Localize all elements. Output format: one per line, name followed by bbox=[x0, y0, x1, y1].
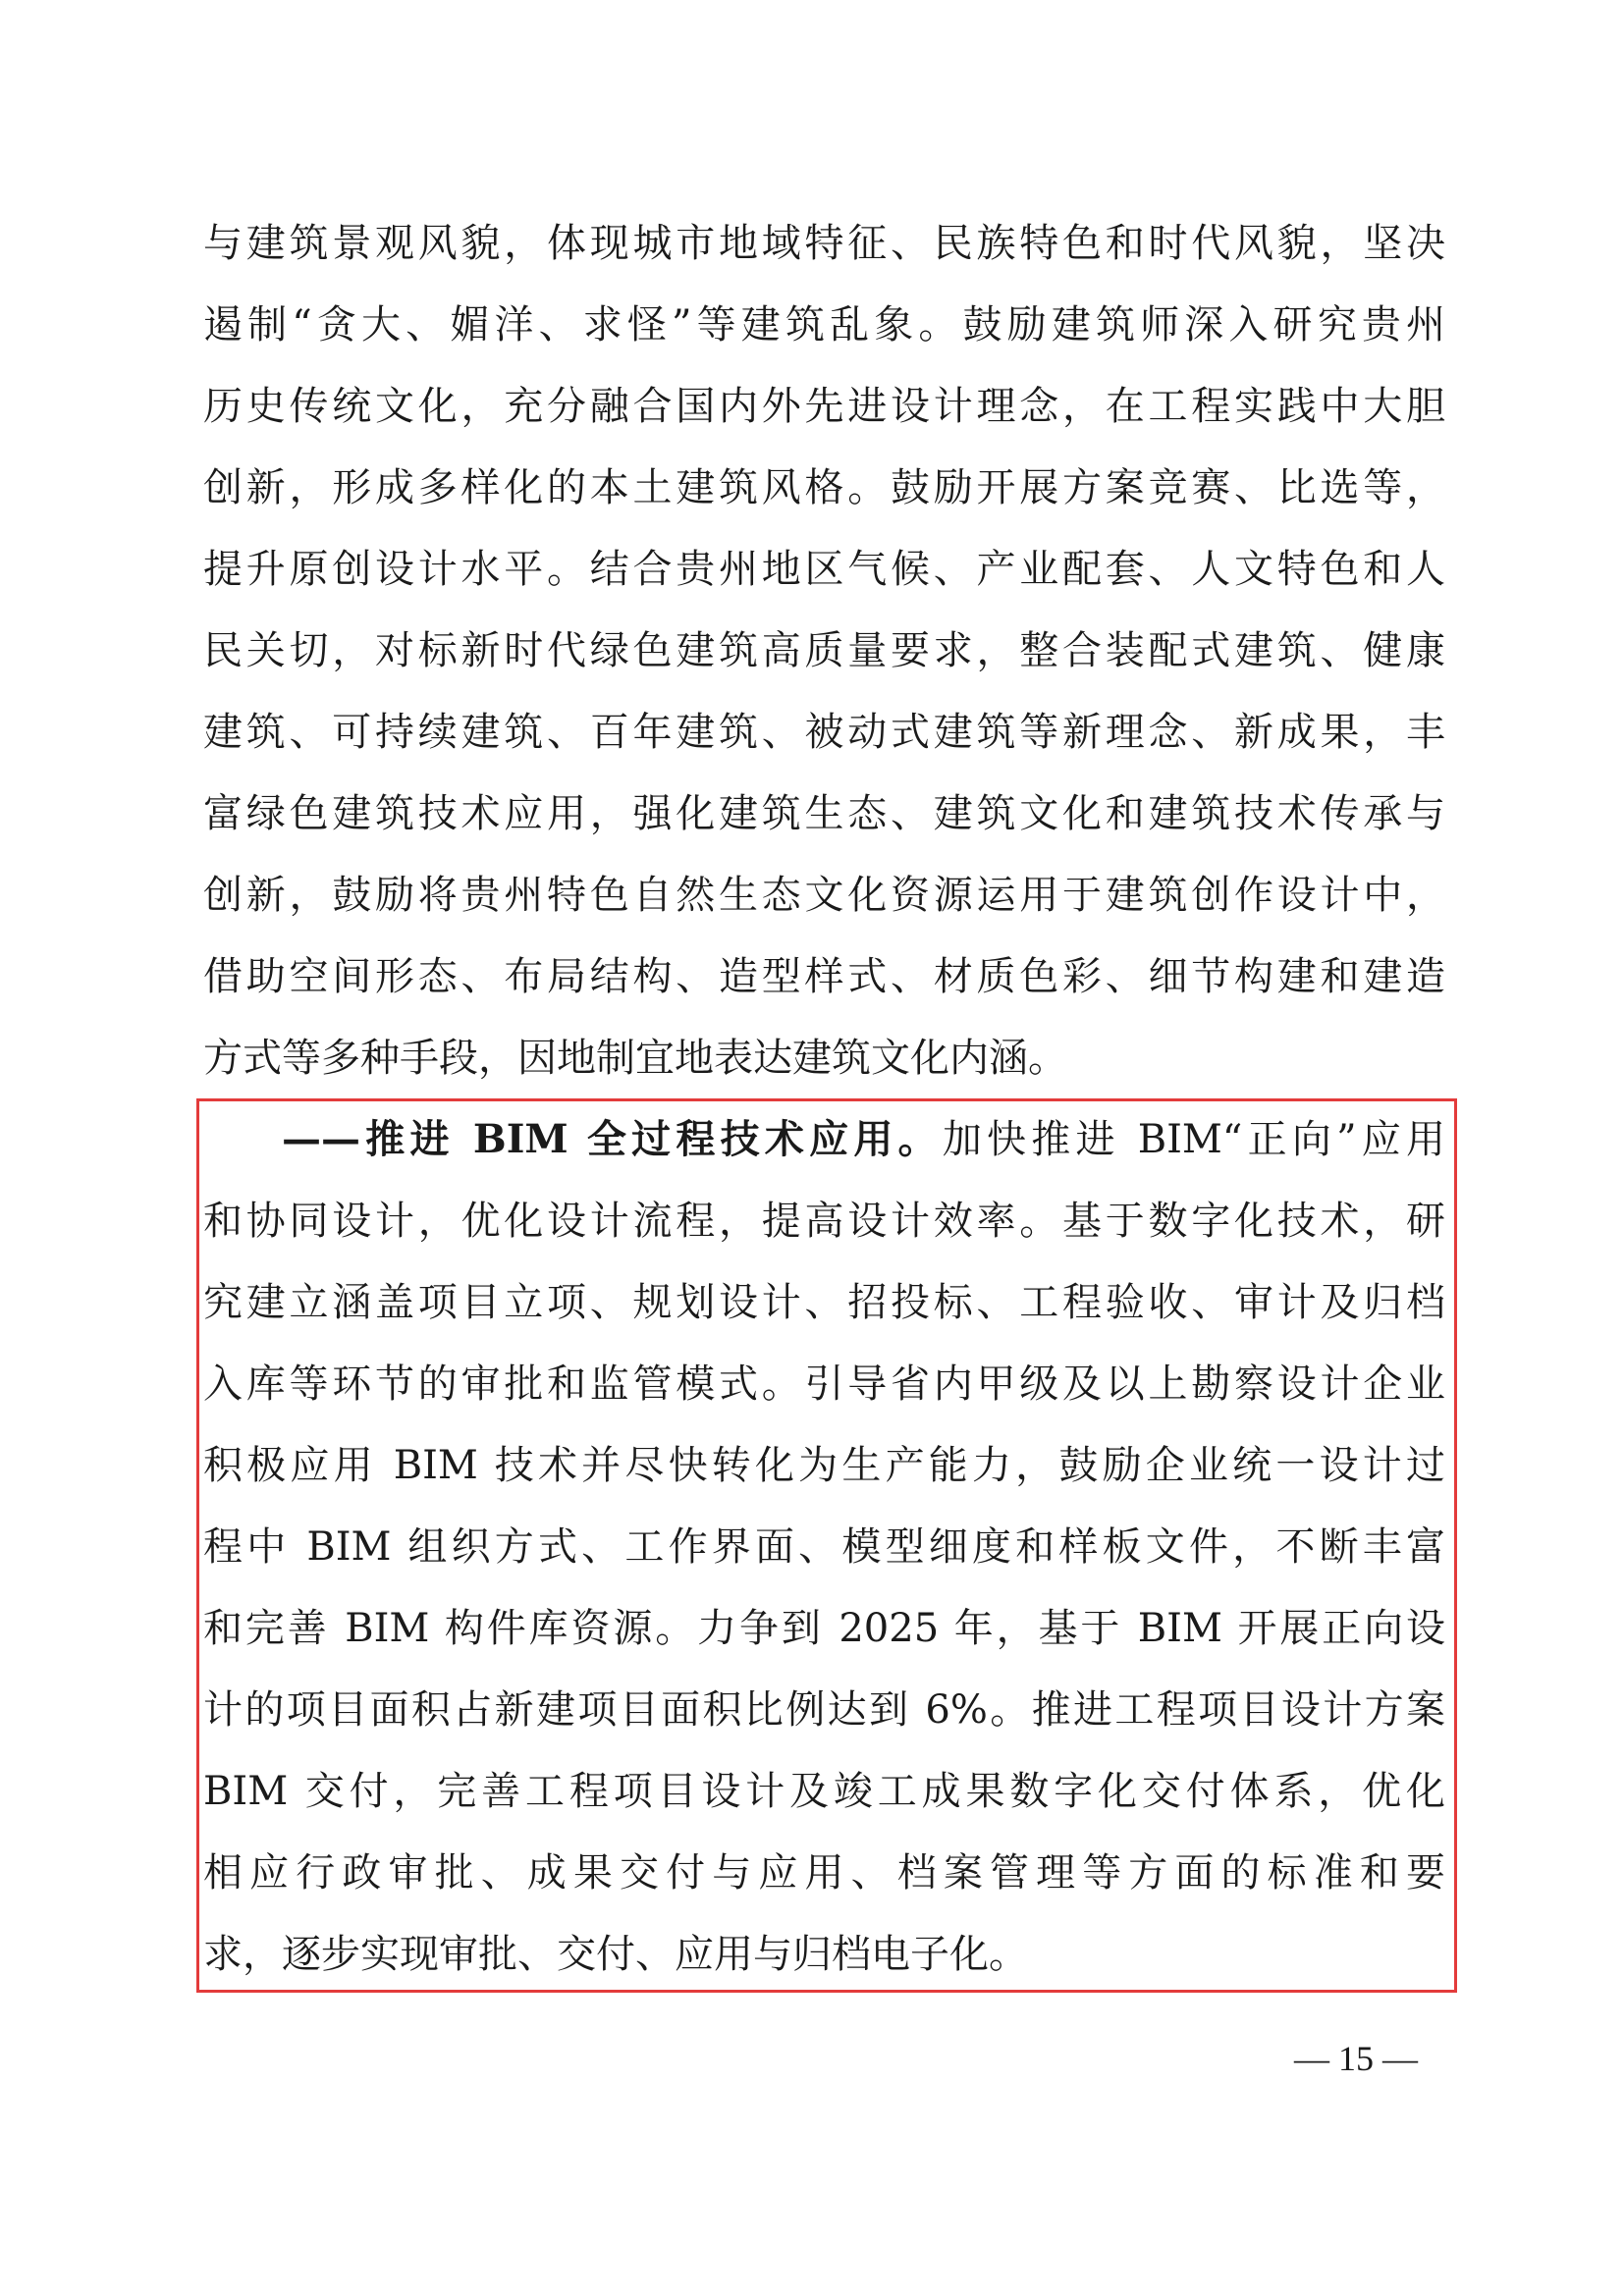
paragraph-line: 和完善 BIM 构件库资源。力争到 2025 年，基于 BIM 开展正向设 bbox=[203, 1606, 1445, 1651]
paragraph-line: 历史传统文化，充分融合国内外先进设计理念，在工程实践中大胆 bbox=[203, 384, 1445, 429]
paragraph-line: 与建筑景观风貌，体现城市地域特征、民族特色和时代风貌，坚决 bbox=[203, 221, 1445, 266]
paragraph-line: 提升原创设计水平。结合贵州地区气候、产业配套、人文特色和人 bbox=[203, 547, 1445, 592]
paragraph-line: 积极应用 BIM 技术并尽快转化为生产能力，鼓励企业统一设计过 bbox=[203, 1443, 1445, 1488]
paragraph-line: 计的项目面积占新建项目面积比例达到 6%。推进工程项目设计方案 bbox=[203, 1687, 1445, 1733]
paragraph-line: 借助空间形态、布局结构、造型样式、材质色彩、细节构建和建造 bbox=[203, 954, 1445, 999]
paragraph-line: BIM 交付，完善工程项目设计及竣工成果数字化交付体系，优化 bbox=[203, 1769, 1445, 1814]
paragraph-line: 创新，形成多样化的本土建筑风格。鼓励开展方案竞赛、比选等， bbox=[203, 465, 1445, 510]
heading-line-rest: 加快推进 BIM“正向”应用 bbox=[942, 1117, 1445, 1162]
paragraph-line: 遏制“贪大、媚洋、求怪”等建筑乱象。鼓励建筑师深入研究贵州 bbox=[203, 302, 1445, 347]
paragraph-line: 富绿色建筑技术应用，强化建筑生态、建筑文化和建筑技术传承与 bbox=[203, 791, 1445, 836]
paragraph-line: 创新，鼓励将贵州特色自然生态文化资源运用于建筑创作设计中， bbox=[203, 873, 1445, 918]
paragraph-line: 建筑、可持续建筑、百年建筑、被动式建筑等新理念、新成果，丰 bbox=[203, 710, 1445, 755]
paragraph-line: 和协同设计，优化设计流程，提高设计效率。基于数字化技术，研 bbox=[203, 1199, 1445, 1244]
section-heading-line bbox=[203, 1112, 1445, 1167]
paragraph-line: 程中 BIM 组织方式、工作界面、模型细度和样板文件，不断丰富 bbox=[203, 1524, 1445, 1570]
page-number: — 15 — bbox=[1294, 2039, 1418, 2078]
paragraph-line: 入库等环节的审批和监管模式。引导省内甲级及以上勘察设计企业 bbox=[203, 1362, 1445, 1407]
section-heading: ——推进 BIM 全过程技术应用。 bbox=[282, 1116, 943, 1162]
paragraph-line: 究建立涵盖项目立项、规划设计、招投标、工程验收、审计及归档 bbox=[203, 1280, 1445, 1325]
paragraph-line: 求，逐步实现审批、交付、应用与归档电子化。 bbox=[203, 1932, 1028, 1977]
paragraph-line: 方式等多种手段，因地制宜地表达建筑文化内涵。 bbox=[203, 1036, 1067, 1081]
paragraph-line: 民关切，对标新时代绿色建筑高质量要求，整合装配式建筑、健康 bbox=[203, 628, 1445, 673]
paragraph-line: 相应行政审批、成果交付与应用、档案管理等方面的标准和要 bbox=[203, 1850, 1445, 1896]
